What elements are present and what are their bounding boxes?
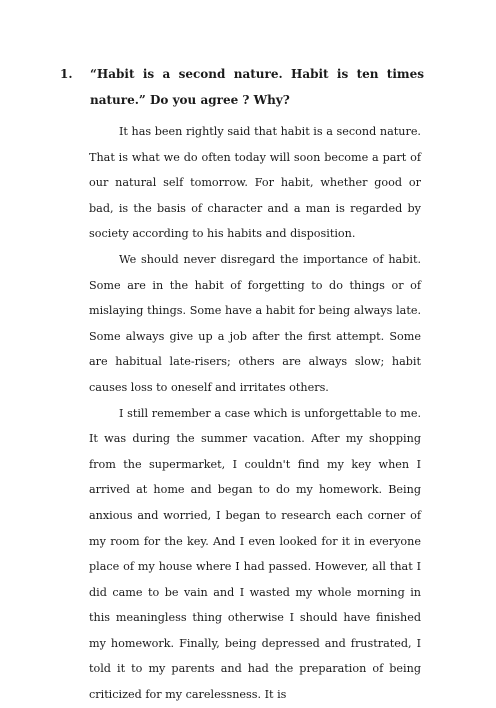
paragraph-1: It has been rightly said that habit is a second nature. That is what we do often today will soon become a part of our natural self tomorrow. For habit, whether good or bad, is the basis of character and a man is regarded by society according to his habits and disposition. xyxy=(89,125,421,241)
paragraph-2: We should never disregard the importance of habit. Some are in the habit of forgetting to do things or of mislaying things. Some have a habit for being always late. Some always give up a job after the first attempt. Some are habitual late-risers; others are always slow; habit causes loss to oneself and irritates others. xyxy=(89,252,421,394)
question-heading xyxy=(60,62,424,113)
paragraph-3: I still remember a case which is unforgettable to me. It was during the summer vacation. After my shopping from the supermarket, I couldn't find my key when I arrived at home and began to do my homework. Being anxious and worried, I began to research each corner of my room for the key. And I even looked for it in everyone place of my house where I had passed. However, all that I did came to be vain and I wasted my whole morning in this meaningless thing otherwise I should have finished my homework. Finally, being depressed and frustrated, I told it to my parents and had the preparation of being criticized for my carelessness. It is xyxy=(89,406,421,702)
question-number: 1. xyxy=(60,67,73,81)
essay-body xyxy=(89,119,421,708)
question-text: “Habit is a second nature. Habit is ten times nature.” Do you agree ? Why? xyxy=(90,67,424,107)
